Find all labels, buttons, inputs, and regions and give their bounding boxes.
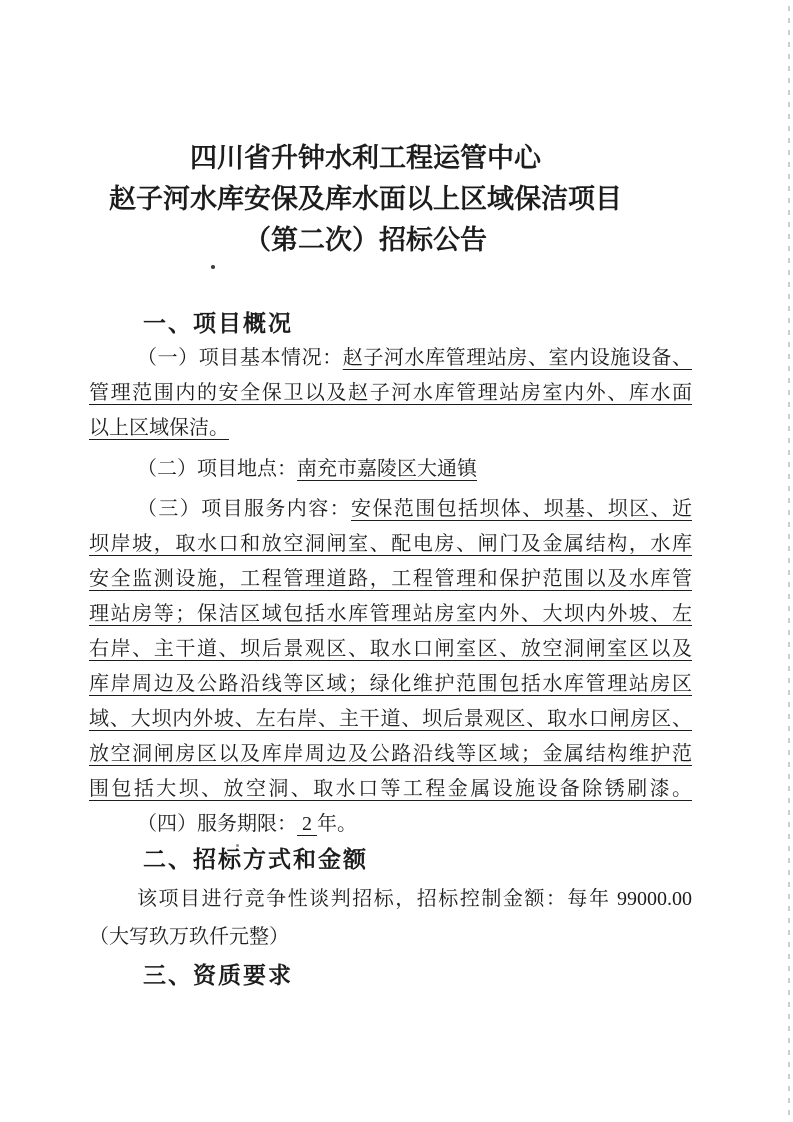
document-title [0, 138, 762, 261]
underlined-text: 管理范围内的安全保卫以及赵子河水库管理站房室内外、库水面 [89, 382, 692, 404]
title-line-3: （第二次）招标公告 [244, 225, 487, 255]
para-bidding-amount-line-1 [89, 882, 692, 917]
para-service-content-line-7 [89, 702, 692, 737]
para-service-content-line-1 [89, 492, 692, 527]
scan-edge-artifact [788, 6, 790, 1116]
para-basic-info-line-3 [89, 411, 692, 446]
underlined-text: 安保范围包括坝体、坝基、坝区、近 [351, 498, 692, 520]
para-label: （三）项目服务内容： [137, 498, 351, 520]
underlined-text: 以上区域保洁。 [89, 417, 229, 439]
para-text: 该项目进行竞争性谈判招标，招标控制金额：每年 99000.00 [137, 888, 692, 910]
para-service-content-line-9 [89, 772, 692, 807]
section-heading-bidding-method [89, 842, 692, 877]
para-service-content-line-5 [89, 632, 692, 667]
document-body [89, 306, 692, 993]
para-service-term-line [89, 807, 692, 842]
para-service-content-line-8 [89, 737, 692, 772]
para-basic-info-line-1 [89, 341, 692, 376]
para-service-content-line-4 [89, 597, 692, 632]
underlined-text: 右岸、主干道、坝后景观区、取水口闸室区、放空洞闸室区以及 [89, 638, 692, 660]
section-heading-qualification [89, 958, 692, 993]
heading-text: 一、项目概况 [143, 310, 293, 336]
underlined-text: 坝岸坡，取水口和放空洞闸室、配电房、闸门及金属结构，水库 [89, 533, 692, 555]
underlined-text: 域、大坝内外坡、左右岸、主干道、坝后景观区、取水口闸房区、 [89, 708, 692, 730]
para-label: （二）项目地点： [137, 458, 297, 480]
para-location-line [89, 452, 692, 487]
section-heading-project-overview [89, 306, 692, 341]
para-text: （大写玖万玖仟元整） [89, 926, 289, 948]
para-service-content-line-6 [89, 667, 692, 702]
underlined-text: 赵子河水库管理站房、室内设施设备、 [342, 347, 693, 369]
scan-speck [211, 265, 215, 269]
para-label: （四）服务期限： [137, 813, 297, 835]
heading-text: 三、资质要求 [143, 962, 293, 988]
underlined-value: 2 [297, 813, 317, 835]
heading-text: 二、招标方式和金额 [143, 846, 368, 872]
para-service-content-line-3 [89, 562, 692, 597]
para-basic-info-line-2 [89, 376, 692, 411]
para-bidding-amount-line-2 [89, 920, 692, 955]
underlined-text: 围包括大坝、放空洞、取水口等工程金属设施设备除锈刷漆。 [89, 778, 692, 800]
underlined-text: 理站房等；保洁区域包括水库管理站房室内外、大坝内外坡、左 [89, 603, 692, 625]
underlined-text: 安全监测设施，工程管理道路，工程管理和保护范围以及水库管 [89, 568, 692, 590]
para-suffix: 年。 [317, 813, 357, 835]
underlined-text: 南充市嘉陵区大通镇 [297, 458, 477, 480]
para-service-content-line-2 [89, 527, 692, 562]
title-line-1: 四川省升钟水利工程运管中心 [190, 143, 541, 173]
para-label: （一）项目基本情况： [137, 347, 343, 369]
title-line-2: 赵子河水库安保及库水面以上区域保洁项目 [109, 184, 622, 214]
underlined-text: 放空洞闸房区以及库岸周边及公路沿线等区域；金属结构维护范 [89, 743, 692, 765]
underlined-text: 库岸周边及公路沿线等区域；绿化维护范围包括水库管理站房区 [89, 673, 692, 695]
